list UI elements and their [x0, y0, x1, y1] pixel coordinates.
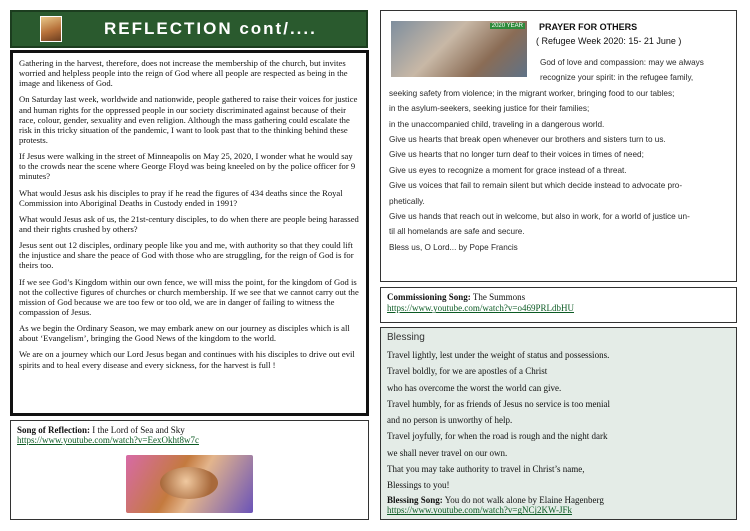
header-title: REFLECTION cont/.... [104, 19, 317, 38]
prayer-line: recognize your spirit: in the refugee family, [540, 73, 694, 83]
song-of-reflection-box [10, 420, 369, 520]
prayer-line: in the asylum-seekers, seeking justice for their families; [389, 104, 590, 114]
reflection-paragraph: Gathering in the harvest, therefore, does not increase the membership of the church, but invites worried and helpless people into the reign of God where all people are respected as being in the image and likeness of God. [19, 58, 348, 89]
prayer-subtitle: ( Refugee Week 2020: 15- 21 June ) [536, 36, 682, 46]
blessing-line: Travel joyfully, for when the road is rough and the night dark [387, 431, 608, 442]
prayer-line: in the unaccompanied child, traveling in a dangerous world. [389, 119, 605, 129]
reflection-paragraph: What would Jesus ask of us, the 21st-century disciples, to do when there are people being harassed and their rights crushed by others? [19, 213, 359, 234]
reflection-paragraph: We are on a journey which our Lord Jesus began and continues with his disciples to drive out evil spirits and to heal every disease and every sickness, for the harvest is full ! [19, 349, 355, 370]
prayer-line: Give us hearts that break open whenever our brothers and sisters turn to us. [389, 135, 666, 145]
joined-hands-image [126, 455, 253, 513]
song-of-reflection-link[interactable]: https://www.youtube.com/watch?v=EexOkht8w7c [17, 435, 199, 445]
commissioning-song-line [387, 292, 730, 303]
reflection-paragraph: Jesus sent out 12 disciples, ordinary people like you and me, with authority so that they could lift the injustice and share the peace of God with those who are struggling, for the reign of God is for theirs too. [19, 240, 354, 271]
blessing-line: and no person is unworthy of help. [387, 415, 513, 426]
blessing-line: That you may take authority to travel in Christ’s name, [387, 464, 585, 475]
reflection-paragraph: If we see God’s Kingdom within our own fence, we will miss the point, for the kingdom of God is not the collective figures of churches or church membership. If we see that we cannot carry out the mission of God because we are too few or too old, we are in danger of failing to witness the compassion of Jesus. [19, 276, 359, 317]
blessing-line: Travel lightly, lest under the weight of status and possessions. [387, 350, 610, 360]
commissioning-song-box [380, 287, 737, 323]
prayer-title: PRAYER FOR OTHERS [539, 22, 638, 32]
blessing-line: Blessings to you! [387, 480, 450, 491]
prayer-for-others-box [380, 10, 737, 282]
prayer-line: phetically. [389, 196, 425, 206]
reflection-header [10, 10, 368, 48]
reflection-paragraph: What would Jesus ask his disciples to pray if he read the figures of 434 deaths since the Royal Commission into Aboriginal Deaths in Custody ended in 1991? [19, 187, 343, 208]
reflection-body [10, 50, 369, 416]
commissioning-song-link[interactable]: https://www.youtube.com/watch?v=o469PRLdbHU [387, 303, 574, 314]
reflection-paragraph: On Saturday last week, worldwide and nationwide, people gathered to raise their voices for justice and human rights for the oppressed people in our society discriminated against because of their race, colour, gender, sexuality and even religion. Although the mass gathering could escalate the risk in this tricky situation of the pandemic, I want to look past that to the thinking behind these protests. [19, 94, 358, 145]
prayer-line: til all homelands are safe and secure. [389, 227, 525, 237]
song-of-reflection-label: Song of Reflection: [17, 425, 90, 435]
reflection-paragraph: If Jesus were walking in the street of Minneapolis on May 25, 2020, I wonder what he would say to the crowds near the scene where George Floyd was being kneeled on by the police officer for 9 minutes? [19, 151, 356, 182]
prayer-line: Give us eyes to recognize a moment for grace instead of a threat. [389, 165, 627, 175]
blessing-song-title: You do not walk alone by Elaine Hagenberg [442, 494, 604, 505]
prayer-line: Bless us, O Lord... by Pope Francis [389, 242, 518, 252]
blessing-line: Travel humbly, for as friends of Jesus no service is too menial [387, 398, 611, 409]
blessing-box [380, 327, 737, 520]
blessing-song-line [387, 495, 730, 506]
commissioning-song-title: The Summons [470, 292, 526, 302]
blessing-line: who has overcome the worst the world can give. [387, 382, 562, 393]
blessing-line: we shall never travel on our own. [387, 447, 508, 458]
prayer-text [389, 55, 729, 255]
blessing-title: Blessing [387, 332, 425, 343]
prayer-line: seeking safety from violence; in the migrant worker, bringing food to our tables; [389, 88, 675, 98]
prayer-line: Give us voices that fail to remain silent but which decide instead to advocate pro- [389, 181, 683, 191]
reflection-paragraph: As we begin the Ordinary Season, we may embark anew on our journey as disciples which is all about ‘Evangelism’, bringing the Good News of the kingdom to the world. [19, 323, 350, 344]
commissioning-song-label: Commissioning Song: [387, 292, 471, 302]
blessing-song-link[interactable]: https://www.youtube.com/watch?v=gNCj2KW-JFk [387, 505, 572, 516]
song-of-reflection-line [17, 425, 362, 435]
blessing-song-label: Blessing Song: [387, 494, 443, 505]
song-of-reflection-title: I the Lord of Sea and Sky [90, 425, 185, 435]
refugee-week-badge: 2020 YEAR [491, 23, 523, 29]
blessing-line: Travel boldly, for we are apostles of a Christ [387, 366, 548, 377]
prayer-line: God of love and compassion: may we always [540, 58, 704, 67]
stained-glass-thumbnail [40, 16, 62, 42]
prayer-line: Give us hands that reach out in welcome, but also in work, for a world of justice un- [389, 212, 690, 222]
prayer-line: Give us hearts that no longer turn deaf to their voices in times of need; [389, 150, 644, 160]
